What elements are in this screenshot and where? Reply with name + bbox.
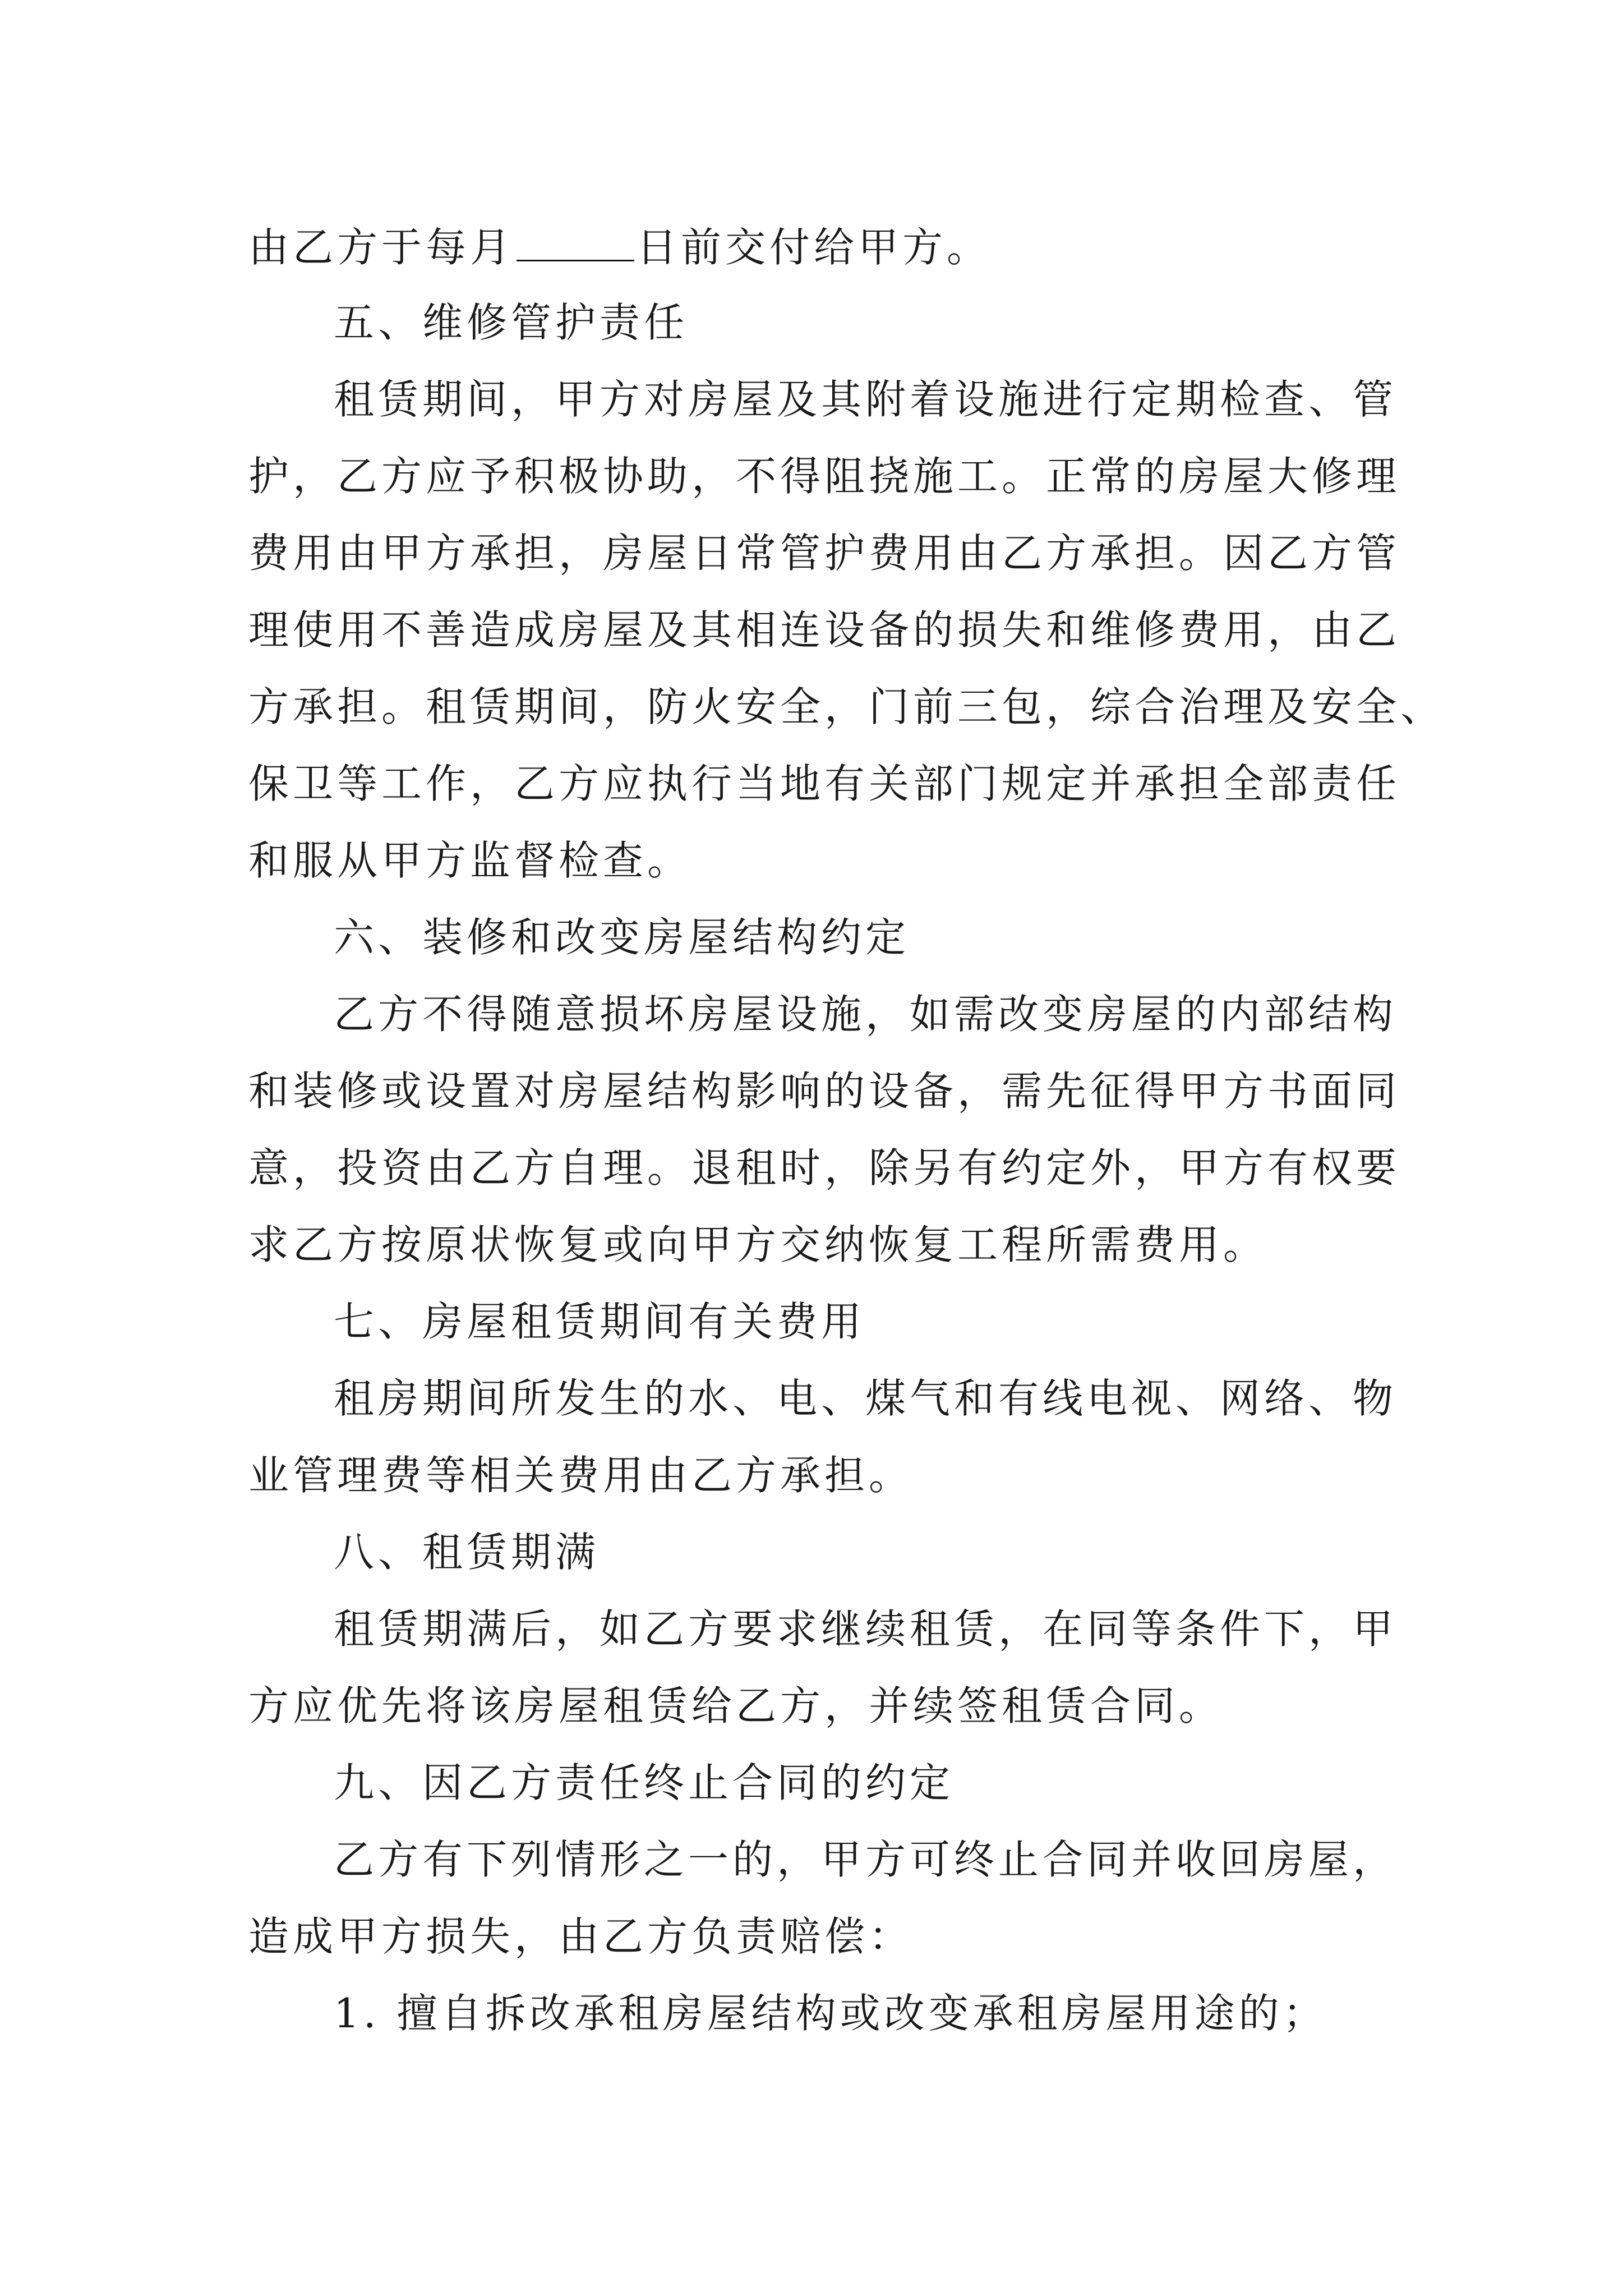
section5-paragraph-line: 理使用不善造成房屋及其相连设备的损失和维修费用，由乙 xyxy=(248,606,1401,654)
payment-day-blank xyxy=(517,226,634,261)
section6-paragraph-line: 求乙方按原状恢复或向甲方交纳恢复工程所需费用。 xyxy=(248,1221,1268,1268)
payment-date-line xyxy=(248,210,1398,286)
section8-paragraph-line: 方应优先将该房屋租赁给乙方，并续签租赁合同。 xyxy=(248,1682,1224,1729)
section5-paragraph-line: 和服从甲方监督检查。 xyxy=(248,837,692,884)
section9-list-item: 1. 擅自拆改承租房屋结构或改变承租房屋用途的； xyxy=(334,1990,1327,2037)
payment-date-text-after: 日前交付给甲方。 xyxy=(637,224,992,271)
section-heading-7: 七、房屋租赁期间有关费用 xyxy=(334,1298,866,1345)
section5-paragraph-line: 护，乙方应予积极协助，不得阻挠施工。正常的房屋大修理 xyxy=(248,453,1401,500)
section6-paragraph-line: 乙方不得随意损坏房屋设施，如需改变房屋的内部结构 xyxy=(334,991,1398,1038)
section7-paragraph-line: 业管理费等相关费用由乙方承担。 xyxy=(248,1452,914,1499)
section6-paragraph-line: 意，投资由乙方自理。退租时，除另有约定外，甲方有权要 xyxy=(248,1144,1401,1191)
section5-paragraph-line: 方承担。租赁期间，防火安全，门前三包，综合治理及安全、 xyxy=(248,683,1445,730)
section7-paragraph-line: 租房期间所发生的水、电、煤气和有线电视、网络、物 xyxy=(334,1375,1398,1422)
section9-paragraph-line: 乙方有下列情形之一的，甲方可终止合同并收回房屋， xyxy=(334,1836,1398,1883)
section5-paragraph-line: 保卫等工作，乙方应执行当地有关部门规定并承担全部责任 xyxy=(248,760,1401,807)
section-heading-6: 六、装修和改变房屋结构约定 xyxy=(334,914,910,961)
section-heading-8: 八、租赁期满 xyxy=(334,1529,600,1576)
section-heading-9: 九、因乙方责任终止合同的约定 xyxy=(334,1759,955,1806)
section5-paragraph-line: 费用由甲方承担，房屋日常管护费用由乙方承担。因乙方管 xyxy=(248,530,1401,577)
section-heading-5: 五、维修管护责任 xyxy=(334,299,689,346)
section9-paragraph-line: 造成甲方损失，由乙方负责赔偿： xyxy=(248,1913,914,1960)
section6-paragraph-line: 和装修或设置对房屋结构影响的设备，需先征得甲方书面同 xyxy=(248,1068,1401,1115)
section8-paragraph-line: 租赁期满后，如乙方要求继续租赁，在同等条件下，甲 xyxy=(334,1605,1398,1653)
payment-date-text-before: 由乙方于每月 xyxy=(248,224,515,271)
section5-paragraph-line: 租赁期间，甲方对房屋及其附着设施进行定期检查、管 xyxy=(334,376,1398,423)
document-body xyxy=(248,210,1445,2053)
